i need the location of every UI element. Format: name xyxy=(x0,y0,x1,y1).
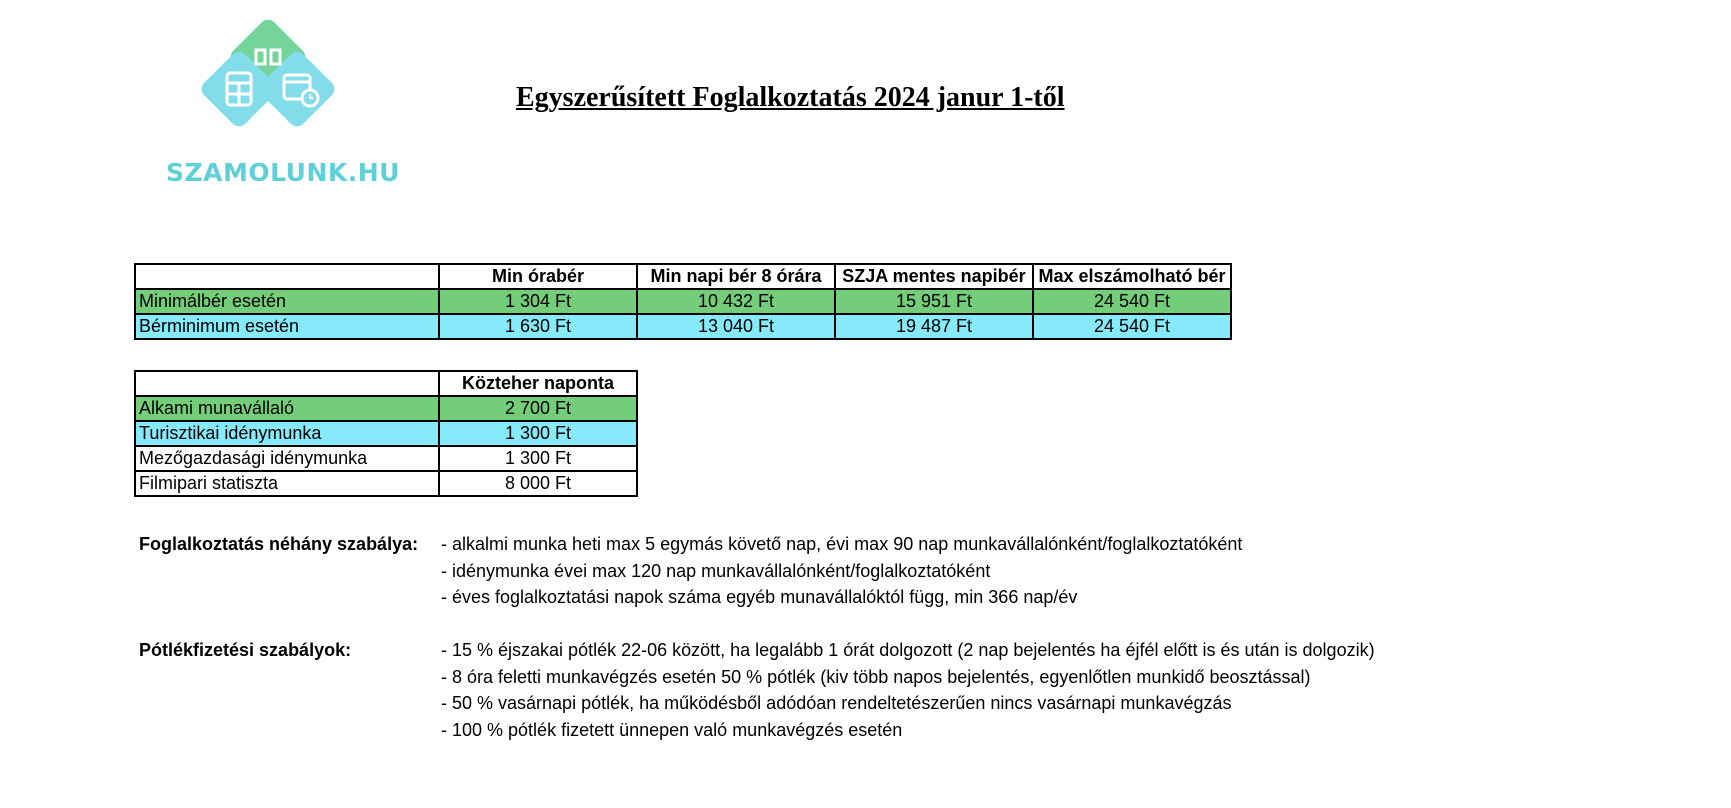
row-label: Turisztikai idénymunka xyxy=(135,421,439,446)
table-cell: 15 951 Ft xyxy=(835,289,1033,314)
wage-table xyxy=(134,263,1232,340)
column-header: Max elszámolható bér xyxy=(1033,264,1231,289)
page-title: Egyszerűsített Foglalkoztatás 2024 janur 1-től xyxy=(516,82,1065,113)
list-item: - éves foglalkoztatási napok száma egyéb munavállalóktól függ, min 366 nap/év xyxy=(441,587,1078,607)
row-label: Bérminimum esetén xyxy=(135,314,439,339)
table-cell: 1 630 Ft xyxy=(439,314,637,339)
table-cell: 1 304 Ft xyxy=(439,289,637,314)
table-row xyxy=(135,396,637,421)
allowance-rules-heading: Pótlékfizetési szabályok: xyxy=(139,640,352,660)
table-row xyxy=(135,421,637,446)
row-label: Alkami munavállaló xyxy=(135,396,439,421)
logo-text: SZAMOLUNK.HU xyxy=(166,158,400,187)
employment-rules-heading: Foglalkoztatás néhány szabálya: xyxy=(139,534,419,554)
column-header: Min napi bér 8 órára xyxy=(637,264,835,289)
table-cell: 8 000 Ft xyxy=(439,471,637,496)
table-cell: 2 700 Ft xyxy=(439,396,637,421)
table-cell: 19 487 Ft xyxy=(835,314,1033,339)
table-row xyxy=(135,289,1231,314)
table-row xyxy=(135,446,637,471)
column-header: SZJA mentes napibér xyxy=(835,264,1033,289)
table-cell: 24 540 Ft xyxy=(1033,314,1231,339)
table-cell: 13 040 Ft xyxy=(637,314,835,339)
table-row xyxy=(135,471,637,496)
list-item: - alkalmi munka heti max 5 egymás követő nap, évi max 90 nap munkavállalónként/foglalkoztatóként xyxy=(441,534,1243,554)
column-header xyxy=(135,264,439,289)
table-cell: 1 300 Ft xyxy=(439,446,637,471)
employment-rules-list xyxy=(441,531,1242,611)
row-label: Minimálbér esetén xyxy=(135,289,439,314)
list-item: - idénymunka évei max 120 nap munkavállalónként/foglalkoztatóként xyxy=(441,560,991,581)
allowance-rules-list xyxy=(441,637,1375,743)
list-item: - 100 % pótlék fizetett ünnepen való munkavégzés esetén xyxy=(441,719,903,740)
row-label: Filmipari statiszta xyxy=(135,471,439,496)
table-header-row xyxy=(135,264,1231,289)
column-header: Közteher naponta xyxy=(439,371,637,396)
table-header-row xyxy=(135,371,637,396)
table-cell: 1 300 Ft xyxy=(439,421,637,446)
list-item: - 50 % vasárnapi pótlék, ha működésből adódóan rendeltetészerűen nincs vasárnapi munkavégzás xyxy=(441,693,1232,713)
row-label: Mezőgazdasági idénymunka xyxy=(135,446,439,471)
table-cell: 10 432 Ft xyxy=(637,289,835,314)
column-header: Min órabér xyxy=(439,264,637,289)
table-cell: 24 540 Ft xyxy=(1033,289,1231,314)
list-item: - 15 % éjszakai pótlék 22-06 között, ha legalább 1 órát dolgozott (2 nap bejelentés ha éjfél előtt is és után is dolgozik) xyxy=(441,640,1375,660)
column-header xyxy=(135,371,439,396)
list-item: - 8 óra feletti munkavégzés esetén 50 % pótlék (kiv több napos bejelentés, egyenlőtlen munkidő beosztással) xyxy=(441,666,1311,687)
tax-table xyxy=(134,370,638,497)
table-row xyxy=(135,314,1231,339)
